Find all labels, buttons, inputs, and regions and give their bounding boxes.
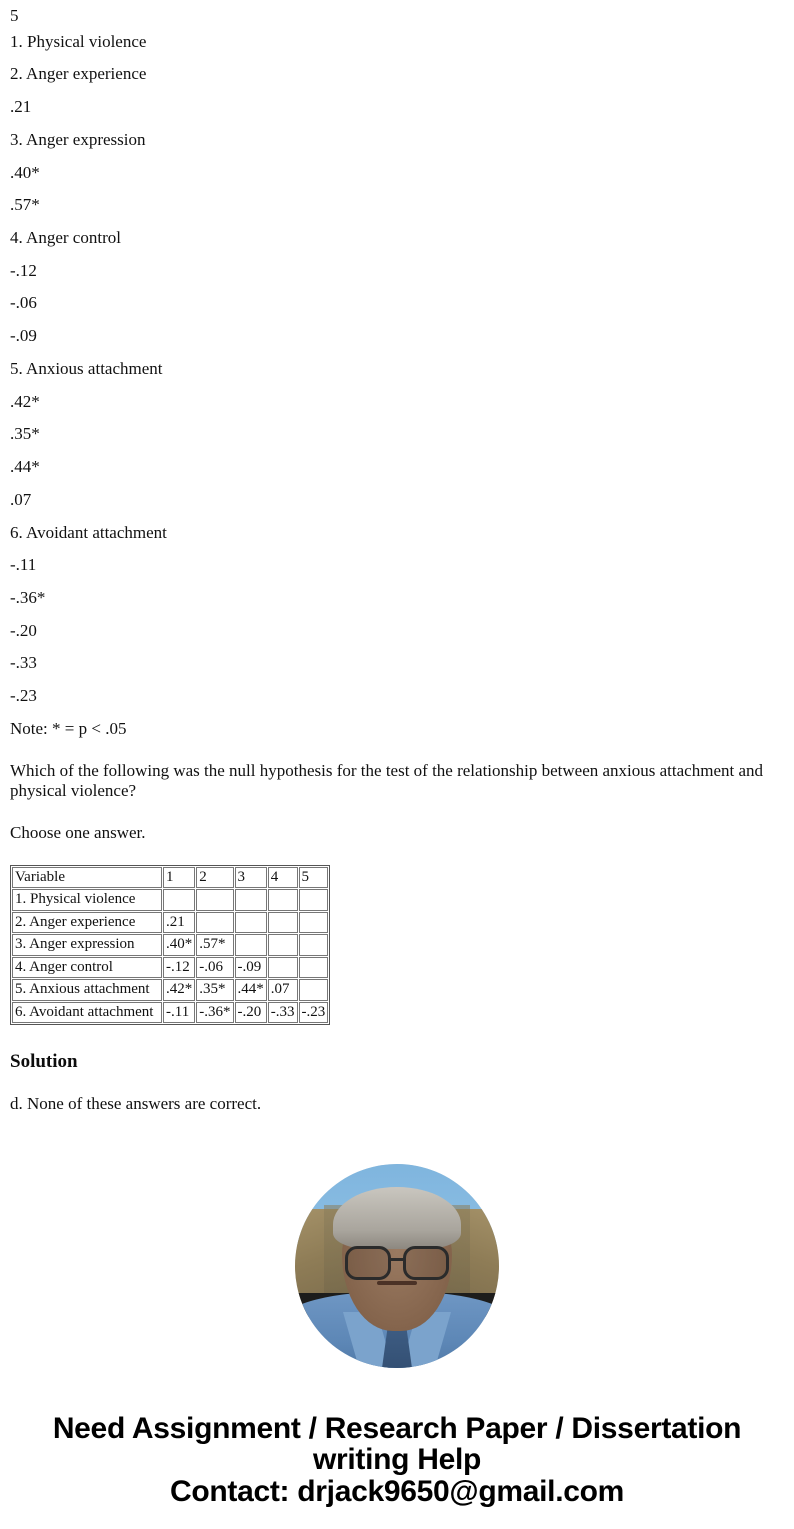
- flow-line: 6. Avoidant attachment: [10, 522, 167, 542]
- avatar: [295, 1164, 499, 1368]
- table-row: [12, 1002, 328, 1024]
- promo-banner: [0, 1414, 794, 1508]
- cell-value: .42*: [163, 979, 195, 1001]
- solution-answer: d. None of these answers are correct.: [10, 1094, 262, 1114]
- cell-value: [268, 912, 298, 934]
- cell-value: .44*: [235, 979, 267, 1001]
- flow-line: 5. Anxious attachment: [10, 358, 163, 378]
- flow-line: 3. Anger expression: [10, 129, 146, 149]
- flow-line: .40*: [10, 162, 40, 182]
- column-header-5: 5: [299, 867, 329, 889]
- column-header-1: 1: [163, 867, 195, 889]
- avatar-glasses-bridge: [389, 1258, 405, 1261]
- cell-value: -.06: [196, 957, 233, 979]
- cell-value: [196, 889, 233, 911]
- flow-line: .42*: [10, 391, 40, 411]
- flow-line: .07: [10, 489, 32, 509]
- flow-line: -.36*: [10, 587, 46, 607]
- row-label: 6. Avoidant attachment: [12, 1002, 162, 1024]
- cell-value: .57*: [196, 934, 233, 956]
- table-row: [12, 957, 328, 979]
- cell-value: [196, 912, 233, 934]
- avatar-mouth: [377, 1281, 417, 1285]
- flow-line: 4. Anger control: [10, 228, 121, 248]
- cell-value: [235, 912, 267, 934]
- correlation-table-wrapper: [10, 865, 794, 1026]
- table-row: [12, 934, 328, 956]
- cell-value: [163, 889, 195, 911]
- solution-heading: Solution: [10, 1051, 78, 1073]
- flow-line: 1. Physical violence: [10, 31, 147, 51]
- avatar-row: [0, 1164, 794, 1368]
- table-header: [12, 867, 328, 889]
- question-text: Which of the following was the null hypothesis for the test of the relationship between anxious attachment and physical violence?: [10, 760, 764, 800]
- cell-value: .35*: [196, 979, 233, 1001]
- cell-value: [235, 889, 267, 911]
- flow-lines-list: [0, 32, 794, 739]
- row-label: 5. Anxious attachment: [12, 979, 162, 1001]
- table-row: [12, 889, 328, 911]
- cell-value: [235, 934, 267, 956]
- row-label: 4. Anger control: [12, 957, 162, 979]
- cell-value: -.36*: [196, 1002, 233, 1024]
- row-label: 2. Anger experience: [12, 912, 162, 934]
- table-note: Note: * = p < .05: [10, 718, 127, 738]
- promo-line-1: Need Assignment / Research Paper / Dissertation: [52, 1412, 742, 1446]
- column-header-4: 4: [268, 867, 298, 889]
- flow-line: 2. Anger experience: [10, 64, 147, 84]
- cell-value: [299, 912, 329, 934]
- table-header-row: [12, 867, 328, 889]
- cell-value: .07: [268, 979, 298, 1001]
- flow-line: .44*: [10, 457, 40, 477]
- flow-line: -.09: [10, 326, 37, 346]
- table-body: [12, 889, 328, 1023]
- cell-value: .40*: [163, 934, 195, 956]
- cell-value: -.11: [163, 1002, 195, 1024]
- flow-line: -.12: [10, 260, 37, 280]
- flow-line: -.33: [10, 653, 37, 673]
- column-header-variable: Variable: [12, 867, 162, 889]
- cell-value: [299, 934, 329, 956]
- document-page: [0, 6, 794, 1508]
- promo-line-3: Contact: drjack9650@gmail.com: [169, 1475, 625, 1509]
- cell-value: [268, 889, 298, 911]
- cell-value: [268, 957, 298, 979]
- cell-value: -.23: [299, 1002, 329, 1024]
- table-row: [12, 979, 328, 1001]
- flow-line: .35*: [10, 424, 40, 444]
- flow-line: -.23: [10, 686, 37, 706]
- column-header-2: 2: [196, 867, 233, 889]
- cell-value: [268, 934, 298, 956]
- row-label: 1. Physical violence: [12, 889, 162, 911]
- choose-one-answer-prompt: Choose one answer.: [10, 822, 146, 842]
- cell-value: .21: [163, 912, 195, 934]
- avatar-glasses-right-lens: [403, 1246, 449, 1280]
- cell-value: -.09: [235, 957, 267, 979]
- row-label: 3. Anger expression: [12, 934, 162, 956]
- cell-value: -.33: [268, 1002, 298, 1024]
- flow-line: .57*: [10, 195, 40, 215]
- cell-value: [299, 957, 329, 979]
- column-header-3: 3: [235, 867, 267, 889]
- cell-value: -.20: [235, 1002, 267, 1024]
- flow-line: -.06: [10, 293, 37, 313]
- cell-value: [299, 889, 329, 911]
- cell-value: -.12: [163, 957, 195, 979]
- correlation-table: [10, 865, 330, 1026]
- flow-line: -.11: [10, 555, 37, 575]
- flow-line: .21: [10, 97, 32, 117]
- promo-line-2: writing Help: [312, 1442, 482, 1476]
- avatar-glasses-left-lens: [345, 1246, 391, 1280]
- table-row: [12, 912, 328, 934]
- cell-value: [299, 979, 329, 1001]
- leading-number: 5: [10, 6, 19, 25]
- flow-line: -.20: [10, 620, 37, 640]
